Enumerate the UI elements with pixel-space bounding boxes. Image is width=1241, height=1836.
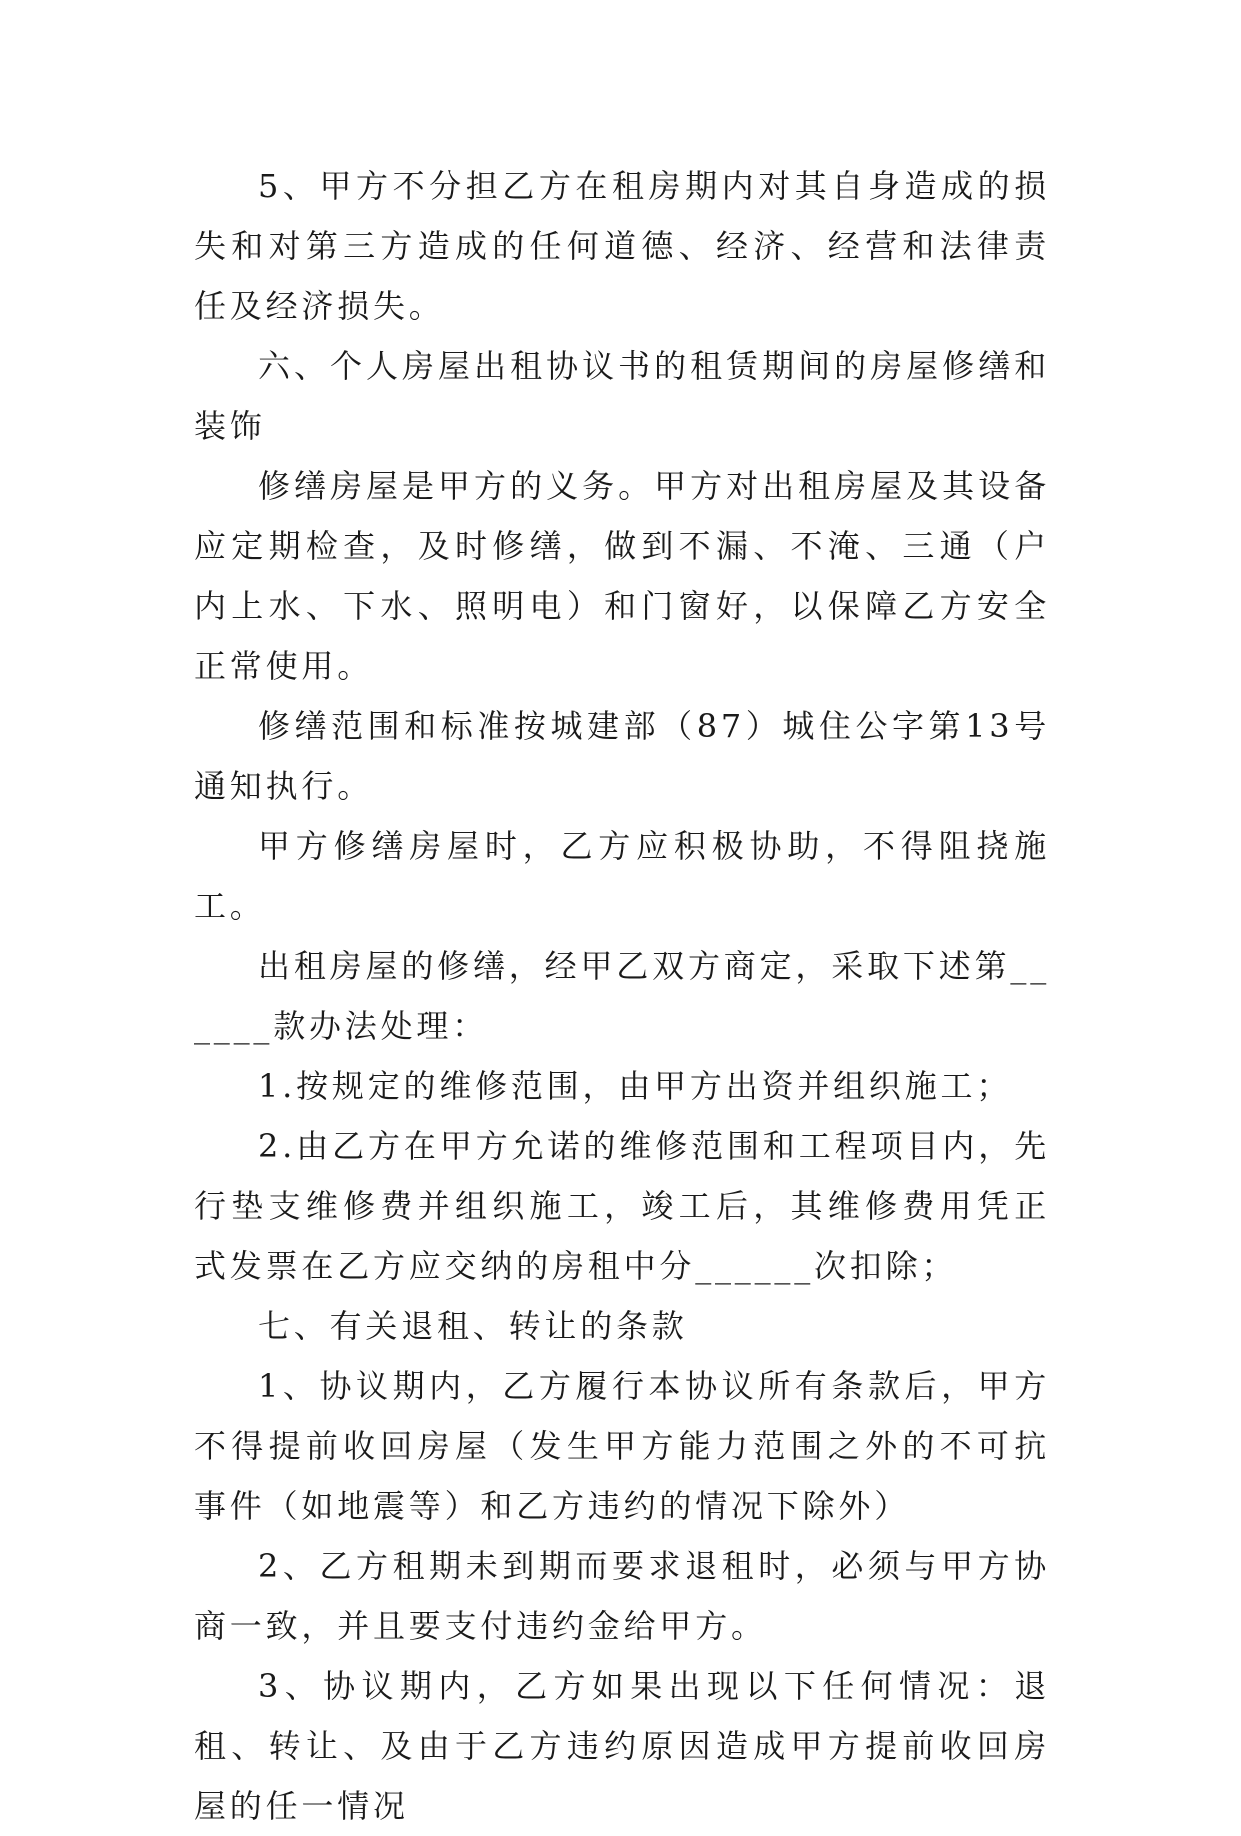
paragraph-tenant-cooperation: 甲方修缮房屋时，乙方应积极协助，不得阻挠施工。 [194, 827, 1050, 925]
paragraph-method-1: 1.按规定的维修范围，由甲方出资并组织施工； [258, 1067, 1013, 1105]
section-heading-7: 七、有关退租、转让的条款 [258, 1307, 688, 1345]
document-body [194, 156, 1050, 1836]
paragraph-repair-scope: 修缮范围和标准按城建部（87）城住公字第13号通知执行。 [194, 707, 1050, 805]
paragraph-clause-7-1: 1、协议期内，乙方履行本协议所有条款后，甲方不得提前收回房屋（发生甲方能力范围之外的不可抗事件（如地震等）和乙方违约的情况下除外） [194, 1367, 1050, 1525]
paragraph-clause-7-3: 3、协议期内，乙方如果出现以下任何情况：退租、转让、及由于乙方违约原因造成甲方提前收回房屋的任一情况 [194, 1667, 1050, 1825]
paragraph-clause-7-2: 2、乙方租期未到期而要求退租时，必须与甲方协商一致，并且要支付违约金给甲方。 [194, 1547, 1050, 1645]
paragraph-repair-method: 出租房屋的修缮，经甲乙双方商定，采取下述第______款办法处理： [194, 947, 1050, 1045]
paragraph-repair-duty: 修缮房屋是甲方的义务。甲方对出租房屋及其设备应定期检查，及时修缮，做到不漏、不淹、三通（户内上水、下水、照明电）和门窗好，以保障乙方安全正常使用。 [194, 467, 1050, 685]
paragraph-method-2: 2.由乙方在甲方允诺的维修范围和工程项目内，先行垫支维修费并组织施工，竣工后，其维修费用凭正式发票在乙方应交纳的房租中分______次扣除； [194, 1127, 1050, 1285]
paragraph-clause-5: 5、甲方不分担乙方在租房期内对其自身造成的损失和对第三方造成的任何道德、经济、经营和法律责任及经济损失。 [194, 167, 1050, 325]
section-heading-6: 六、个人房屋出租协议书的租赁期间的房屋修缮和装饰 [194, 347, 1050, 445]
